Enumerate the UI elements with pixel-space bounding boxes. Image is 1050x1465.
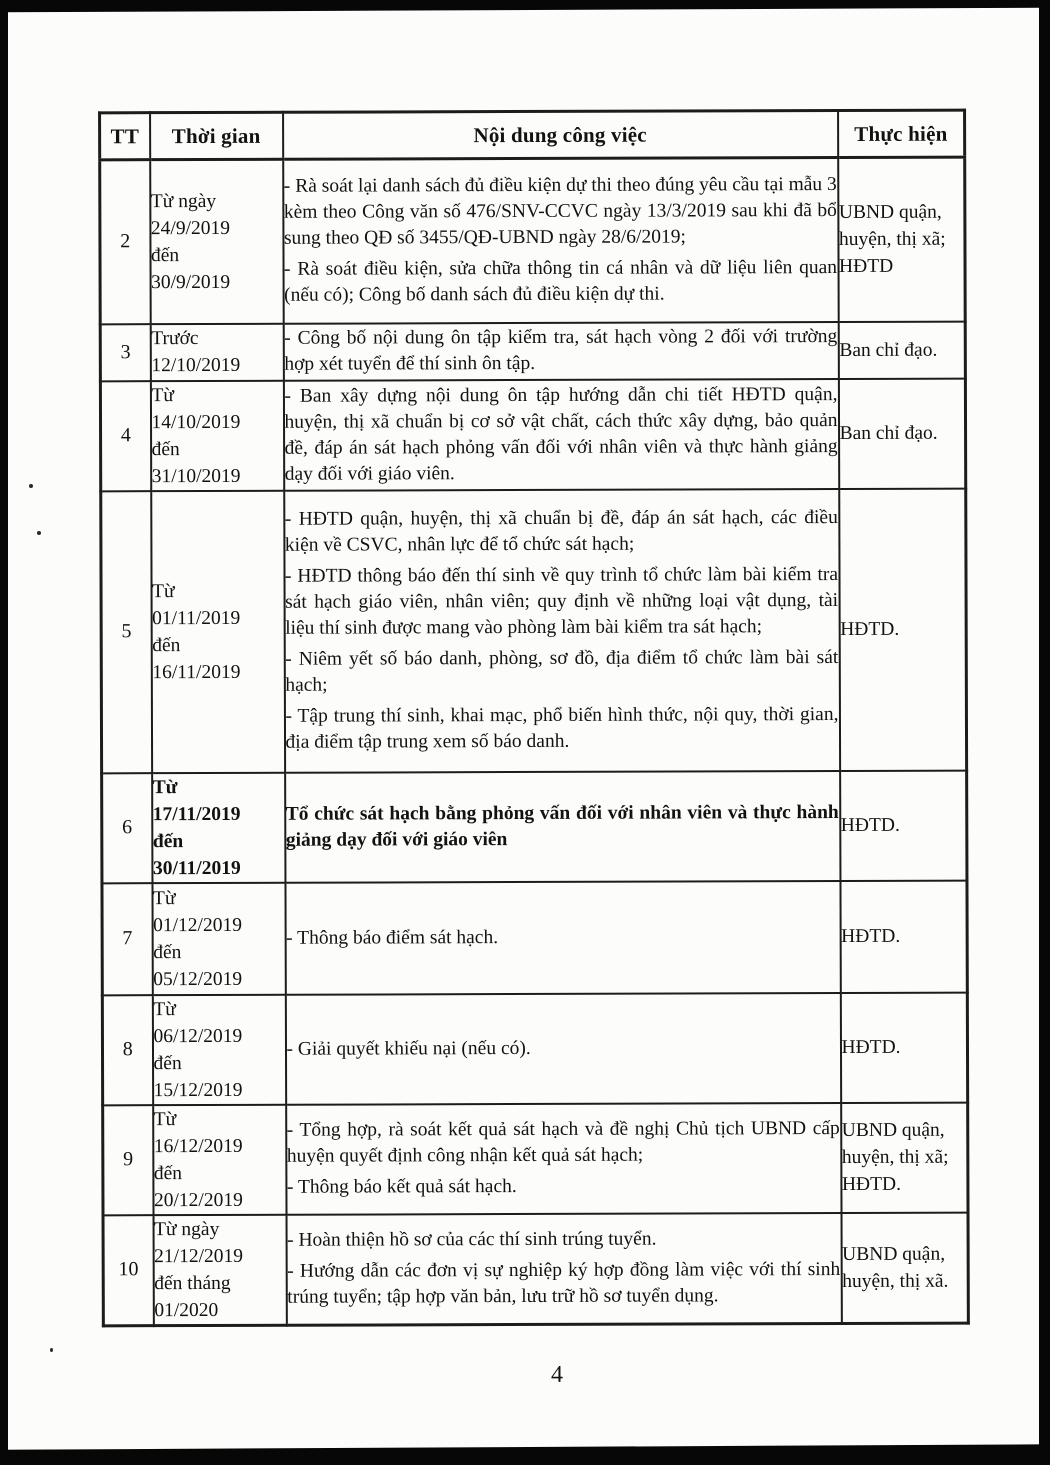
content-cell: [285, 881, 840, 995]
content-item: - Tổng hợp, rà soát kết quả sát hạch và đề nghị Chủ tịch UBND cấp huyện quyết định công nhận kết quả sát hạch;: [286, 1118, 840, 1167]
content-cell: [283, 158, 839, 324]
schedule-table: [98, 109, 970, 1327]
table-row: [100, 321, 965, 381]
row-number: 4: [100, 381, 150, 491]
table-row: [100, 378, 965, 491]
scan-speck: [29, 484, 33, 488]
table-header-row: [100, 110, 965, 160]
table-row: [101, 488, 967, 773]
content-item: - Rà soát lại danh sách đủ điều kiện dự thi theo đúng yêu cầu tại mẫu 3 kèm theo Công văn số 476/SNV-CCVC ngày 13/3/2019 sau khi đã bổ sung theo QĐ số 3455/QĐ-UBND ngày 28/6/2019;: [283, 174, 837, 250]
executor-cell: UBND quận, huyện, thị xã; HĐTD: [838, 157, 966, 321]
scan-edge-left: [0, 0, 8, 1465]
content-item: - Thông báo điểm sát hạch.: [286, 926, 499, 949]
header-cell-executor: Thực hiện: [838, 110, 965, 157]
time-cell: Từ 06/12/2019 đến 15/12/2019: [152, 994, 285, 1104]
executor-cell: UBND quận, huyện, thị xã; HĐTD.: [841, 1102, 968, 1212]
executor-cell: HĐTD.: [839, 488, 967, 770]
content-cell: [284, 489, 840, 773]
content-item: - HĐTD quận, huyện, thị xã chuẩn bị đề, đáp án sát hạch, các điều kiện về CSVC, nhân lực để tổ chức sát hạch;: [284, 507, 838, 556]
content-item: - Hướng dẫn các đơn vị sự nghiệp ký hợp đồng làm việc với thí sinh trúng tuyển; tập hợp văn bản, lưu trữ hồ sơ tuyển dụng.: [287, 1259, 841, 1308]
content-item: - Công bố nội dung ôn tập kiểm tra, sát hạch vòng 2 đối với trường hợp xét tuyển để thí sinh ôn tập.: [284, 326, 838, 375]
content-cell: [286, 1213, 841, 1325]
row-number: 5: [101, 491, 152, 773]
row-number: 10: [103, 1215, 153, 1326]
time-cell: Từ 17/11/2019 đến 30/11/2019: [152, 772, 285, 882]
executor-cell: HĐTD.: [840, 880, 967, 992]
table-row: [103, 1212, 968, 1325]
executor-cell: HĐTD.: [840, 992, 967, 1102]
content-item: - Hoàn thiện hồ sơ của các thí sinh trúng tuyển.: [287, 1228, 657, 1251]
table-row: [103, 1102, 968, 1215]
time-cell: Từ 01/12/2019 đến 05/12/2019: [152, 882, 285, 994]
content-cell: [285, 771, 840, 883]
table-row: [102, 880, 967, 995]
content-item: - HĐTD thông báo đến thí sinh về quy trình tổ chức làm bài kiểm tra sát hạch giáo viên, nhân viên; quy định về những loại vật dụng, tài liệu thí sinh được mang vào phòng làm bài kiểm tra sát hạch;: [284, 564, 839, 639]
content-item: - Niêm yết số báo danh, phòng, sơ đồ, địa điểm tổ chức làm bài sát hạch;: [285, 647, 839, 696]
row-number: 3: [100, 324, 150, 381]
content-item: - Thông báo kết quả sát hạch.: [286, 1176, 517, 1198]
time-cell: Từ 14/10/2019 đến 31/10/2019: [150, 380, 283, 490]
row-number: 7: [102, 883, 152, 995]
executor-cell: Ban chỉ đạo.: [838, 378, 965, 488]
scan-speck: [37, 531, 41, 535]
time-cell: Trước 12/10/2019: [150, 323, 283, 380]
row-number: 8: [102, 995, 152, 1105]
executor-cell: HĐTD.: [840, 770, 967, 880]
time-cell: Từ ngày 24/9/2019 đến 30/9/2019: [150, 159, 284, 323]
scan-speck: [50, 1348, 53, 1352]
scan-edge-right: [1039, 0, 1050, 1465]
header-cell-tt: TT: [100, 113, 150, 160]
table-row: [100, 157, 966, 324]
executor-cell: Ban chỉ đạo.: [838, 321, 965, 378]
time-cell: Từ 16/12/2019 đến 20/12/2019: [153, 1104, 286, 1214]
time-cell: Từ 01/11/2019 đến 16/11/2019: [151, 490, 285, 772]
time-cell: Từ ngày 21/12/2019 đến tháng 01/2020: [153, 1214, 286, 1325]
content-item: - Rà soát điều kiện, sửa chữa thông tin cá nhân và dữ liệu liên quan (nếu có); Công bố danh sách đủ điều kiện dự thi.: [284, 257, 838, 307]
executor-cell: UBND quận, huyện, thị xã.: [841, 1212, 968, 1323]
header-cell-time: Thời gian: [150, 112, 283, 159]
row-number: 6: [102, 773, 152, 883]
content-item: - Giải quyết khiếu nại (nếu có).: [286, 1037, 531, 1060]
content-item: - Tập trung thí sinh, khai mạc, phổ biến hình thức, nội quy, thời gian, địa điểm tập trung xem số báo danh.: [285, 704, 839, 753]
content-item: - Ban xây dựng nội dung ôn tập hướng dẫn chi tiết HĐTD quận, huyện, thị xã chuẩn bị cơ sở vật chất, cách thức xây dựng, bảo quản đề, đáp án sát hạch phỏng vấn đối với nhân viên và thực hành giảng dạy đối với giáo viên.: [284, 383, 838, 485]
header-cell-content: Nội dung công việc: [283, 111, 838, 160]
content-cell: [286, 1103, 841, 1215]
row-number: 9: [103, 1105, 153, 1215]
content-cell: [283, 322, 838, 381]
content-cell: [285, 993, 840, 1105]
row-number: 2: [100, 160, 151, 324]
page-number: 4: [550, 1361, 564, 1388]
table-row: [102, 770, 967, 883]
content-cell: [283, 379, 838, 491]
content-item: Tổ chức sát hạch bằng phỏng vấn đối với nhân viên và thực hành giảng dạy đối với giáo viên: [285, 801, 839, 851]
table-row: [102, 992, 967, 1105]
